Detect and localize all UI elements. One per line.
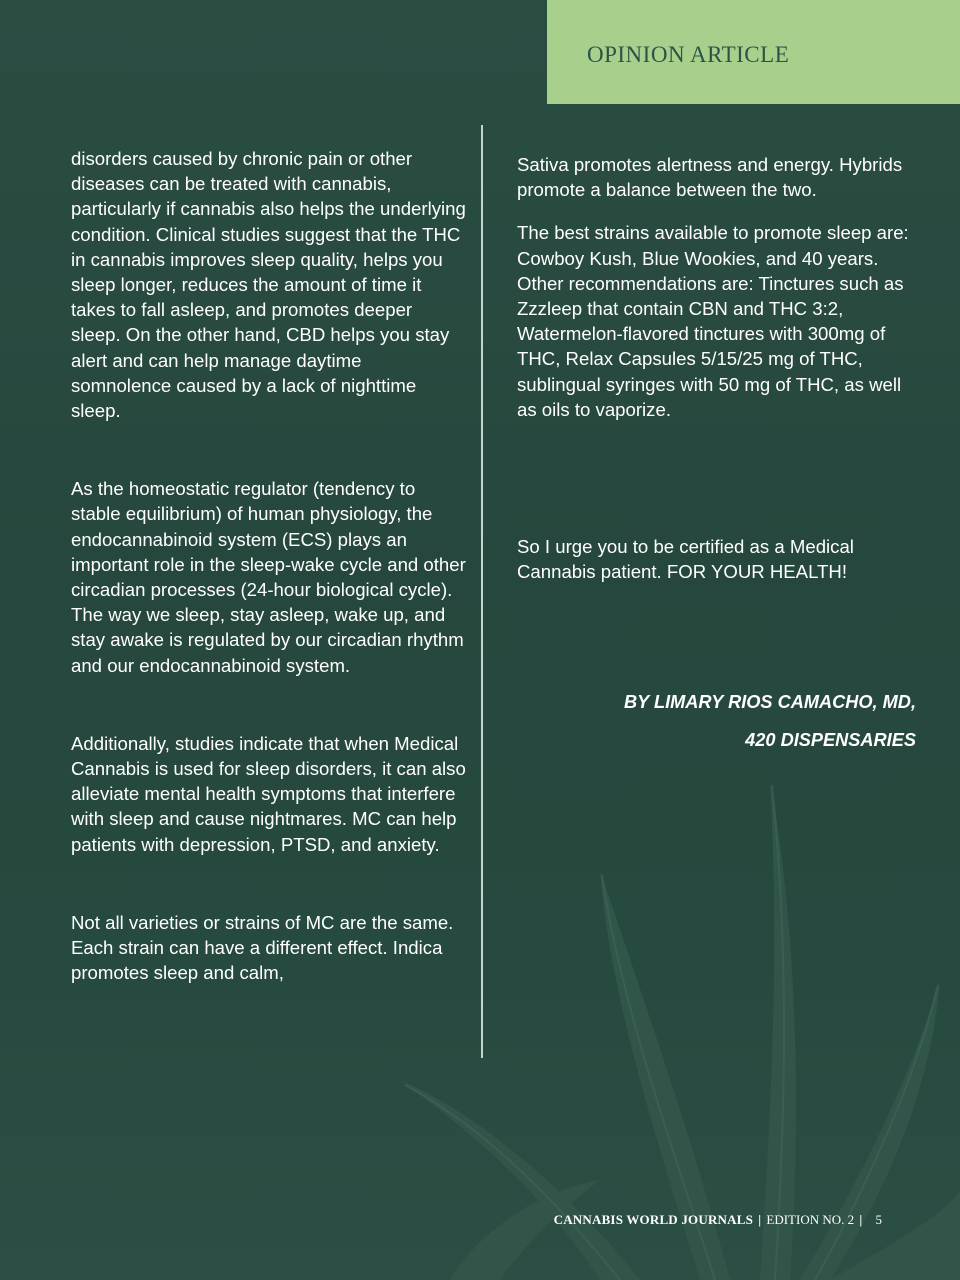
paragraph: The best strains available to promote sleep are: Cowboy Kush, Blue Wookies, and 40 years. Other recommendations are: Tinctures such as Zzzleep that contain CBN and THC 3:2, Watermelon-flavored tinctures with 300mg of THC, Relax Capsules 5/15/25 mg of THC, sublingual syringes with 50 mg of THC, as well as oils to vaporize. xyxy=(517,222,909,420)
section-label: OPINION ARTICLE xyxy=(587,42,790,67)
paragraph: disorders caused by chronic pain or other diseases can be treated with cannabis, particularly if cannabis also helps the underlying condition. Clinical studies suggest that the THC in cannabis improves sleep quality, helps you sleep longer, reduces the amount of time it takes to fall asleep, and promotes deeper sleep. On the other hand, CBD helps you stay alert and can help manage daytime somnolence caused by a lack of nighttime sleep. xyxy=(71,148,466,422)
author-byline: BY LIMARY RIOS CAMACHO, MD, xyxy=(623,692,916,712)
paragraph: Sativa promotes alertness and energy. Hybrids promote a balance between the two. xyxy=(517,154,903,201)
author-affiliation: 420 DISPENSARIES xyxy=(745,730,916,750)
section-header-tab xyxy=(547,0,960,104)
left-column xyxy=(71,146,466,985)
paragraph: So I urge you to be certified as a Medical Cannabis patient. FOR YOUR HEALTH! xyxy=(517,536,854,583)
right-column xyxy=(517,152,917,584)
page-number: 5 xyxy=(875,1212,882,1227)
paragraph: Additionally, studies indicate that when Medical Cannabis is used for sleep disorders, it can also alleviate mental health symptoms that interfere with sleep and cause nightmares. MC can help patients with depression, PTSD, and anxiety. xyxy=(71,732,466,855)
footer-separator: | xyxy=(859,1212,863,1227)
paragraph: Not all varieties or strains of MC are the same. Each strain can have a different effect. Indica promotes sleep and calm, xyxy=(71,911,454,984)
paragraph: As the homeostatic regulator (tendency to stable equilibrium) of human physiology, the endocannabinoid system (ECS) plays an important role in the sleep-wake cycle and other circadian processes (24-hour biological cycle). The way we sleep, stay asleep, wake up, and stay awake is regulated by our circadian rhythm and our endocannabinoid system. xyxy=(71,478,466,676)
footer-separator: | xyxy=(758,1212,762,1227)
edition-number: EDITION NO. 2 xyxy=(766,1212,855,1227)
page-footer xyxy=(554,1212,882,1228)
column-divider xyxy=(481,125,483,1058)
journal-name: CANNABIS WORLD JOURNALS xyxy=(553,1212,754,1227)
